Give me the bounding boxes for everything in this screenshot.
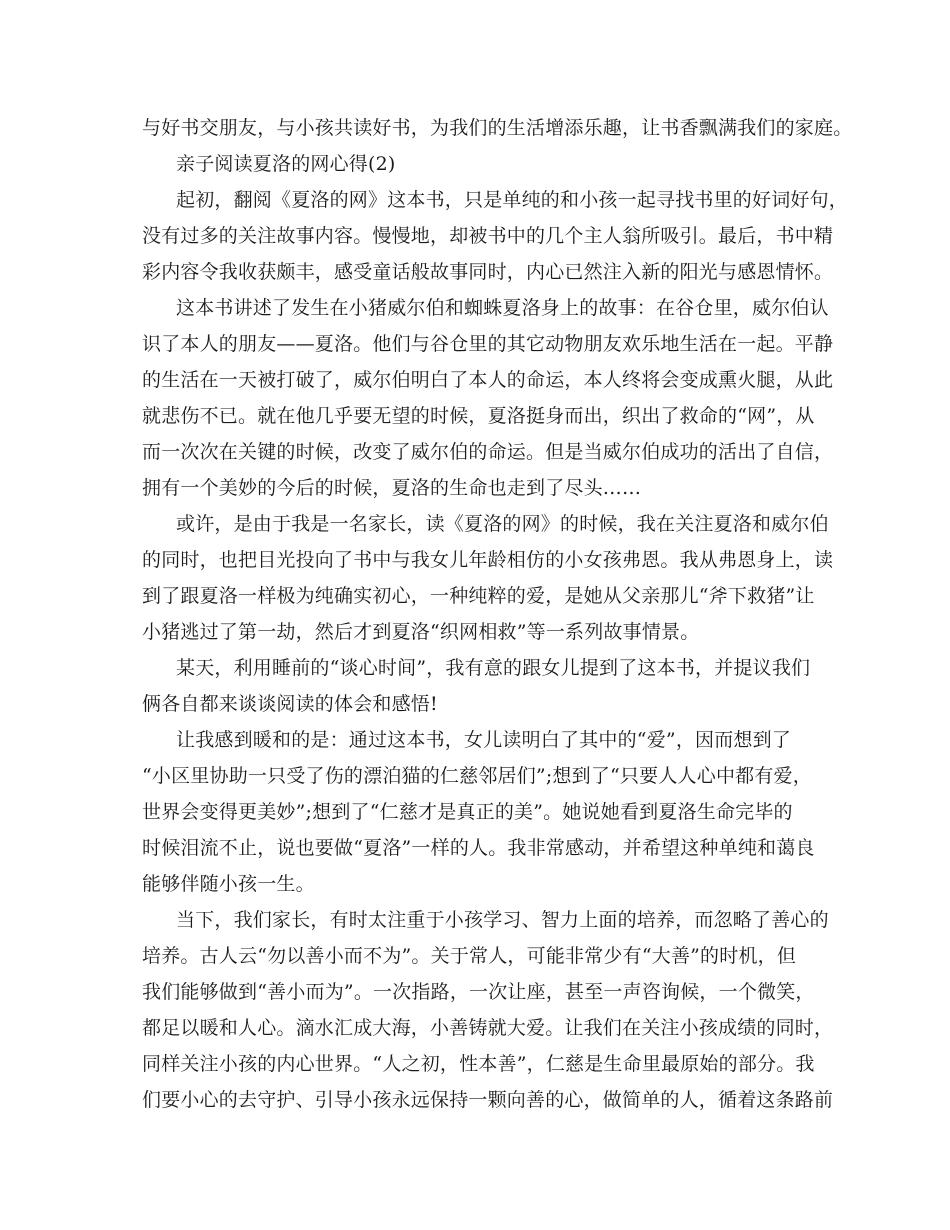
text-line: 与好书交朋友，与小孩共读好书，为我们的生活增添乐趣，让书香飘满我们的家庭。 [142,117,853,139]
text-line: 识了本人的朋友——夏洛。他们与谷仓里的其它动物朋友欢乐地生活在一起。平静 [142,333,834,355]
text-line: 世界会变得更美妙”;想到了“仁慈才是真正的美”。她说她看到夏洛生命完毕的 [142,801,793,823]
text-line: 没有过多的关注故事内容。慢慢地，却被书中的几个主人翁所吸引。最后，书中精 [142,225,834,247]
text-line: 亲子阅读夏洛的网心得(2) [176,153,396,175]
text-line: 这本书讲述了发生在小猪威尔伯和蜘蛛夏洛身上的故事：在谷仓里，威尔伯认 [176,297,829,319]
text-line: 我们能够做到“善小而为”。一次指路，一次让座，甚至一声咨询候，一个微笑， [142,981,815,1003]
text-line: 或许，是由于我是一名家长，读《夏洛的网》的时候，我在关注夏洛和威尔伯 [176,513,829,535]
document-body [142,110,853,1118]
text-line: 当下，我们家长，有时太注重于小孩学习、智力上面的培养，而忽略了善心的 [176,909,829,931]
text-line: 俩各自都来谈谈阅读的体会和感悟! [142,693,438,715]
text-line: 时候泪流不止，说也要做“夏洛”一样的人。我非常感动，并希望这种单纯和蔼良 [142,837,815,859]
text-line: 小猪逃过了第一劫，然后才到夏洛“织网相救”等一系列故事情景。 [142,621,700,643]
text-line: 彩内容令我收获颇丰，感受童话般故事同时，内心已然注入新的阳光与感恩情怀。 [142,261,834,283]
text-line: 到了跟夏洛一样极为纯确实初心，一种纯粹的爱，是她从父亲那儿“斧下救猪”让 [142,585,815,607]
text-line: “小区里协助一只受了伤的漂泊猫的仁慈邻居们”;想到了“只要人人心中都有爱， [142,765,812,787]
text-line: 们要小心的去守护、引导小孩永远保持一颗向善的心，做简单的人，循着这条路前 [142,1089,834,1111]
text-line: 的生活在一天被打破了，威尔伯明白了本人的命运，本人终将会变成熏火腿，从此 [142,369,834,391]
text-line: 某天，利用睡前的“谈心时间”，我有意的跟女儿提到了这本书，并提议我们 [176,657,811,679]
text-line: 都足以暖和人心。滴水汇成大海，小善铸就大爱。让我们在关注小孩成绩的同时， [142,1017,834,1039]
text-line: 起初，翻阅《夏洛的网》这本书，只是单纯的和小孩一起寻找书里的好词好句， [176,189,849,211]
text-line: 就悲伤不已。就在他几乎要无望的时候，夏洛挺身而出，织出了救命的“网”，从 [142,405,815,427]
text-line: 培养。古人云“勿以善小而不为”。关于常人，可能非常少有“大善”的时机，但 [142,945,797,967]
text-line: 的同时，也把目光投向了书中与我女儿年龄相仿的小女孩弗恩。我从弗恩身上，读 [142,549,834,571]
text-line: 同样关注小孩的内心世界。“人之初，性本善”，仁慈是生命里最原始的部分。我 [142,1053,815,1075]
text-line: 能够伴随小孩一生。 [142,873,315,895]
text-line: 而一次次在关键的时候，改变了威尔伯的命运。但是当威尔伯成功的活出了自信， [142,441,834,463]
text-line: 拥有一个美妙的今后的时候，夏洛的生命也走到了尽头…… [142,477,642,499]
text-line: 让我感到暖和的是：通过这本书，女儿读明白了其中的“爱”，因而想到了 [176,729,792,751]
